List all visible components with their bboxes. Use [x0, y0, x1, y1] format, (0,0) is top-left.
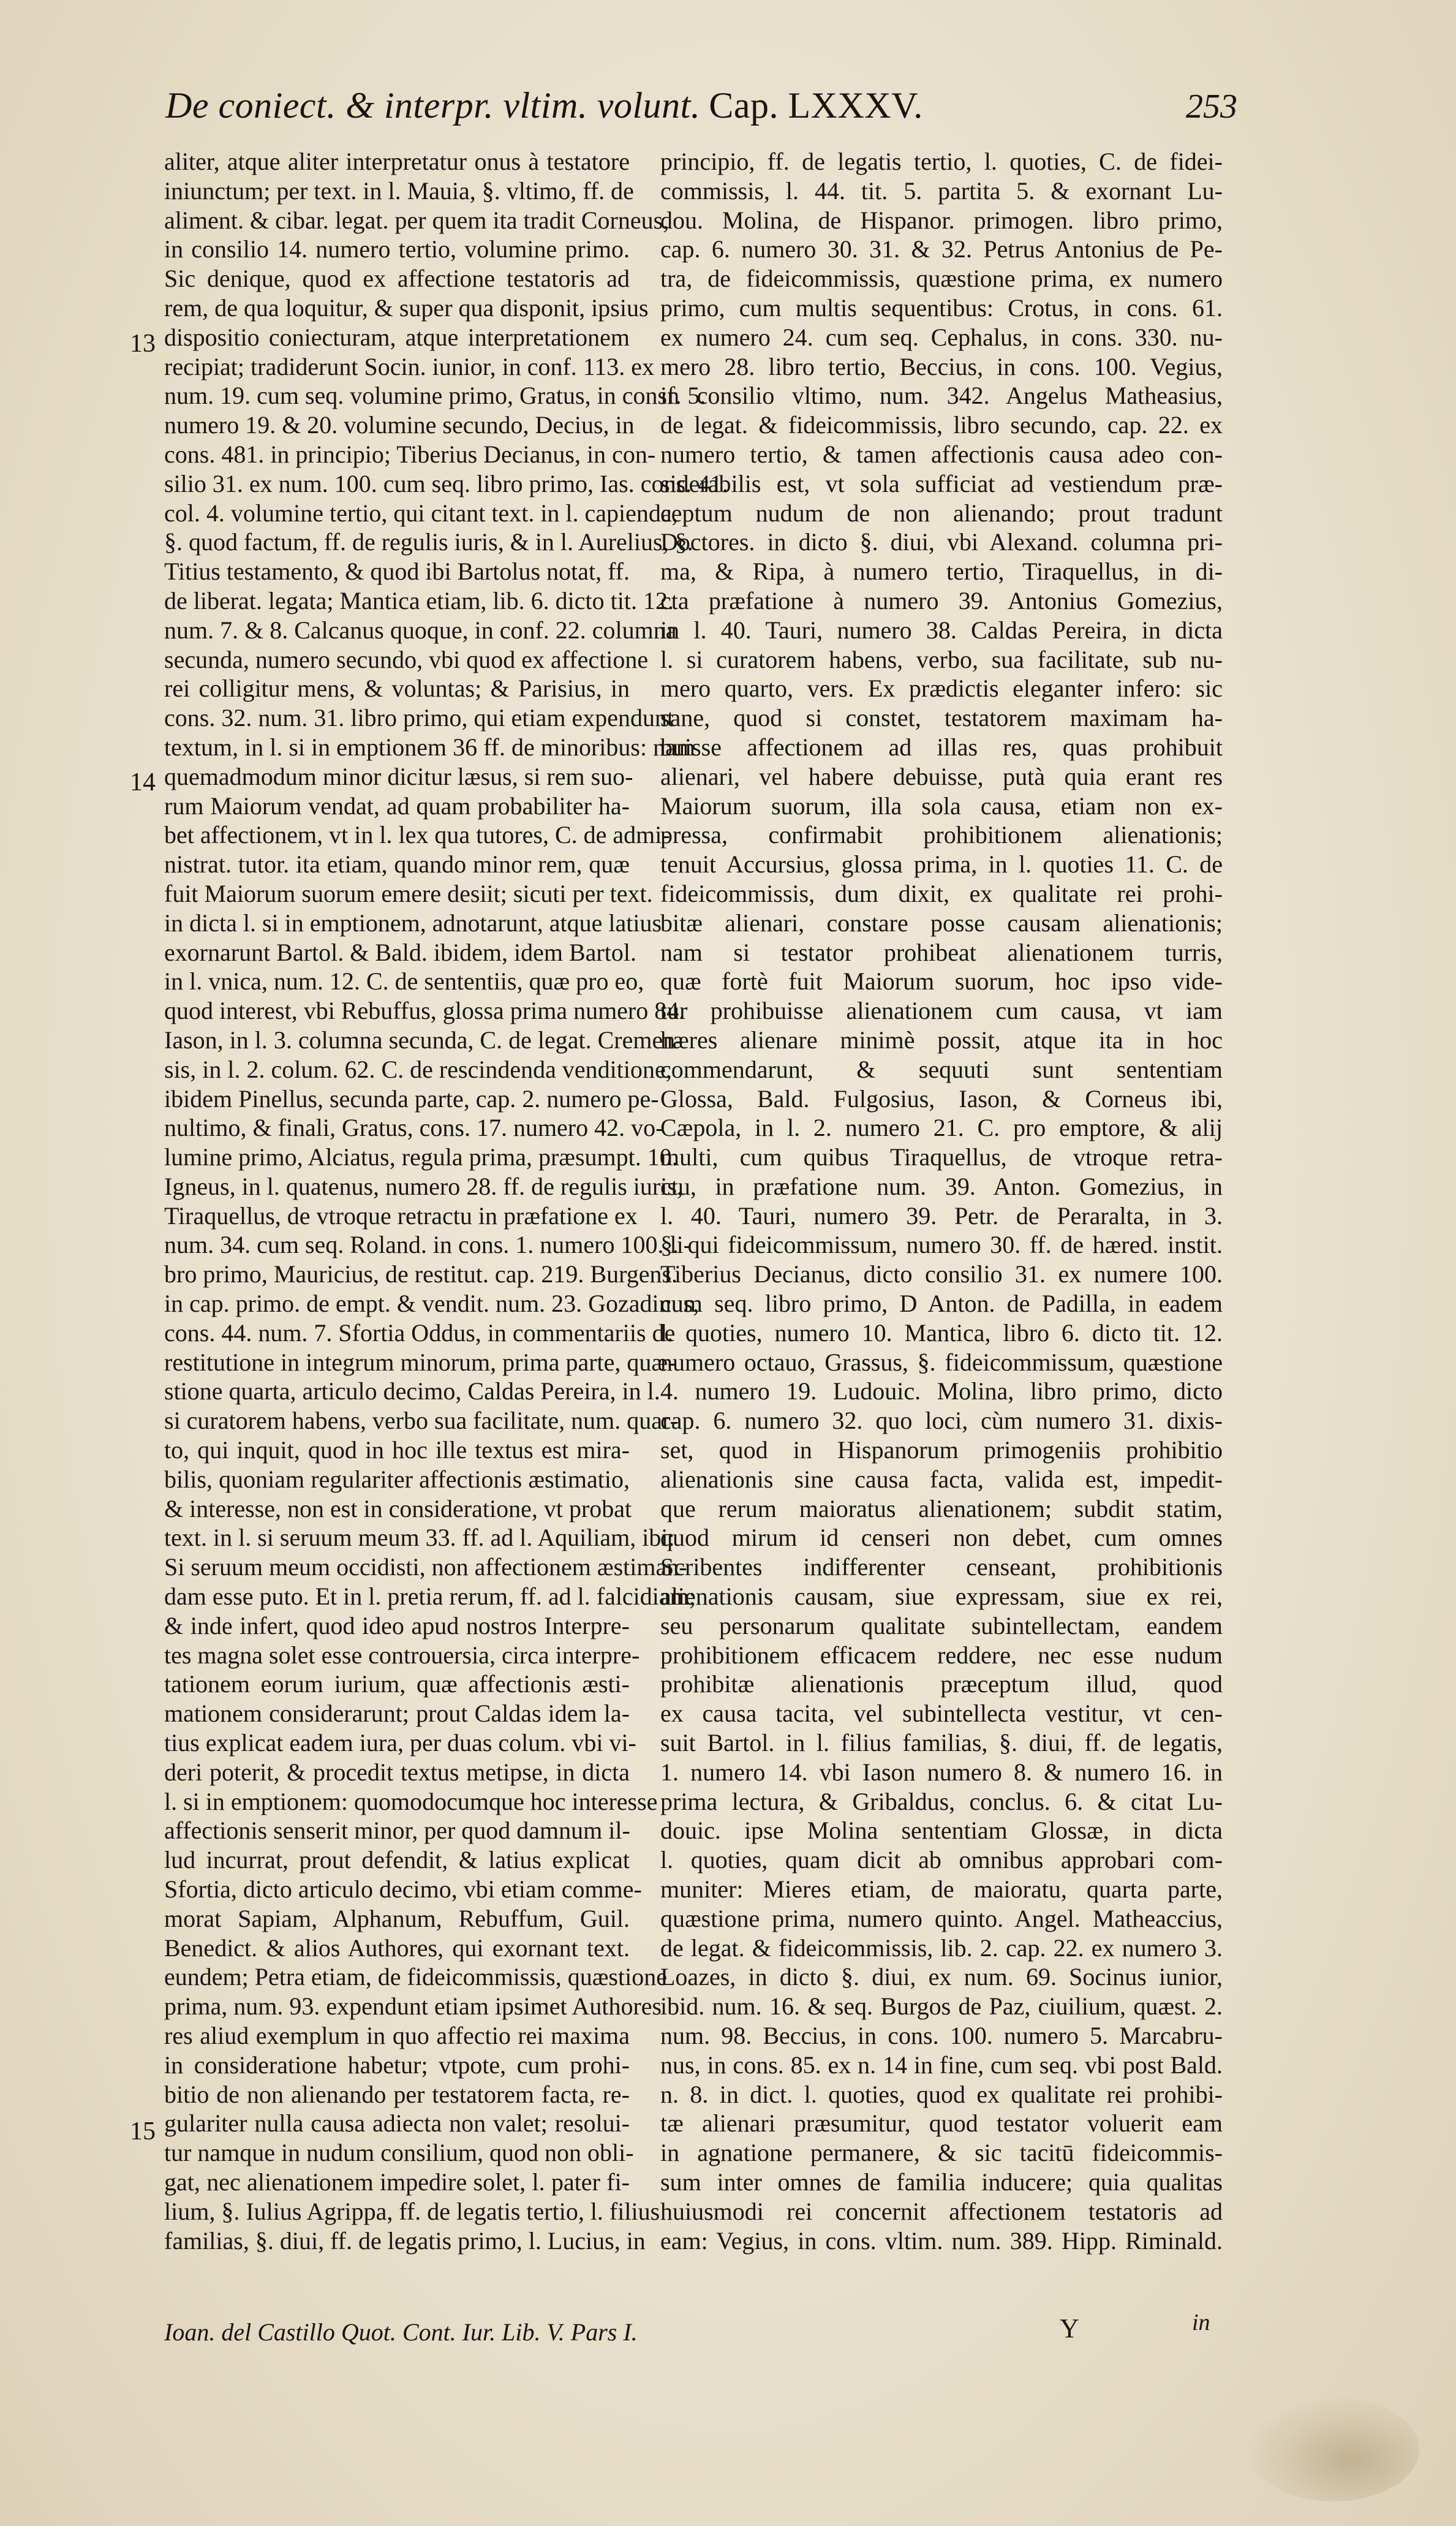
footer-title: Ioan. del Castillo Quot. Cont. Iur. Lib. V. Pars I.: [164, 2318, 638, 2346]
text-line: tur prohibuisse alienationem cum causa, vt iam: [660, 997, 1223, 1025]
text-line: ibidem Pinellus, secunda parte, cap. 2. numero pe-: [164, 1084, 659, 1113]
text-line: in l. 40. Tauri, numero 38. Caldas Pereira, in dicta: [660, 616, 1223, 644]
text-line: lud incurrat, prout defendit, & latius explicat: [164, 1846, 630, 1874]
text-line: tius explicat eadem iura, per duas colum. vbi vi-: [164, 1729, 636, 1757]
text-line: cons. 32. num. 31. libro primo, qui etiam expendunt: [164, 704, 674, 732]
text-line: & inde infert, quod ideo apud nostros Interpre-: [164, 1611, 630, 1639]
text-line: lumine primo, Alciatus, regula prima, præsumpt. 10.: [164, 1143, 678, 1171]
text-line: rum Maiorum vendat, ad quam probabiliter ha-: [164, 792, 630, 820]
text-line: tra, de fideicommissis, quæstione prima, ex numero: [660, 265, 1223, 293]
text-line: tur namque in nudum consilium, quod non obli-: [164, 2139, 634, 2167]
text-line: Tiberius Decianus, dicto consilio 31. ex numere 100.: [660, 1260, 1223, 1288]
text-line: gat, nec alienationem impedire solet, l. pater fi-: [164, 2168, 630, 2196]
text-line: eam: Vegius, in cons. vltim. num. 389. Hipp. Riminald.: [660, 2226, 1223, 2255]
text-line: multi, cum quibus Tiraquellus, de vtroque retra-: [660, 1143, 1223, 1171]
text-line: que rerum maioratus alienationem; subdit statim,: [660, 1494, 1223, 1522]
text-line: nultimo, & finali, Gratus, cons. 17. numero 42. vo-: [164, 1114, 664, 1142]
text-line: restitutione in integrum minorum, prima parte, quæ-: [164, 1348, 676, 1376]
text-line: ex causa tacita, vel subintellecta vestitur, vt cen-: [660, 1700, 1223, 1728]
text-line: in consilio 14. numero tertio, volumine primo.: [164, 235, 630, 263]
text-line: iniunctum; per text. in l. Mauia, §. vltimo, ff. de: [164, 176, 634, 205]
text-line: siderabilis est, vt sola sufficiat ad vestiendum præ-: [660, 469, 1223, 497]
text-line: de legat. & fideicommissis, lib. 2. cap. 22. ex numero 3.: [660, 1934, 1223, 1962]
text-line: cap. 6. numero 30. 31. & 32. Petrus Antonius de Pe-: [660, 235, 1223, 263]
text-line: Titius testamento, & quod ibi Bartolus notat, ff.: [164, 558, 630, 586]
margin-number-15: 15: [130, 2117, 156, 2146]
text-line: cons. 44. num. 7. Sfortia Oddus, in commentariis de: [164, 1318, 676, 1347]
text-line: Doctores. in dicto §. diui, vbi Alexand. columna pri-: [660, 528, 1223, 556]
paper-stain: [1248, 2397, 1419, 2501]
text-line: l. quoties, quam dicit ab omnibus approbari com-: [660, 1846, 1223, 1874]
text-line: in dicta l. si in emptionem, adnotarunt, atque latius: [164, 909, 662, 937]
text-line: morat Sapiam, Alphanum, Rebuffum, Guil.: [164, 1904, 630, 1932]
text-line: commendarunt, & sequuti sunt sententiam: [660, 1055, 1223, 1083]
text-line: stione quarta, articulo decimo, Caldas Pereira, in l.: [164, 1377, 660, 1405]
left-column-text: [164, 147, 729, 2255]
text-line: aliment. & cibar. legat. per quem ita tradit Corneus,: [164, 206, 670, 234]
text-line: textum, in l. si in emptionem 36 ff. de minoribus: nam: [164, 733, 695, 761]
text-line: Loazes, in dicto §. diui, ex num. 69. Socinus iunior,: [660, 1963, 1223, 1991]
text-line: sane, quod si constet, testatorem maximam ha-: [660, 704, 1223, 732]
text-line: si curatorem habens, verbo sua facilitate, num. quar-: [164, 1407, 678, 1435]
text-line: sis, in l. 2. colum. 62. C. de rescindenda venditione,: [164, 1055, 672, 1083]
text-line: dam esse puto. Et in l. pretia rerum, ff. ad l. falcidiam;: [164, 1583, 696, 1611]
text-line: commissis, l. 44. tit. 5. partita 5. & exornant Lu-: [660, 176, 1223, 205]
text-line: eundem; Petra etiam, de fideicommissis, quæstione: [164, 1963, 667, 1991]
text-line: tes magna solet esse controuersia, circa interpre-: [164, 1641, 640, 1669]
text-line: l. si curatorem habens, verbo, sua facilitate, sub nu-: [660, 645, 1223, 673]
text-line: rei colligitur mens, & voluntas; & Parisius, in: [164, 675, 630, 703]
text-line: suit Bartol. in l. filius familias, §. diui, ff. de legatis,: [660, 1729, 1223, 1757]
text-line: §. quod factum, ff. de regulis iuris, & in l. Aurelius, §.: [164, 528, 693, 556]
text-line: Sfortia, dicto articulo decimo, vbi etiam comme-: [164, 1875, 642, 1904]
running-title-text: De coniect. & interpr. vltim. volunt.: [165, 85, 701, 126]
text-line: mationem considerarunt; prout Caldas idem la-: [164, 1700, 630, 1728]
text-line: in l. vnica, num. 12. C. de sententiis, quæ pro eo,: [164, 967, 644, 996]
text-line: quemadmodum minor dicitur læsus, si rem suo-: [164, 762, 633, 790]
text-line: nus, in cons. 85. ex n. 14 in fine, cum seq. vbi post Bald.: [660, 2051, 1223, 2079]
text-line: dispositio coniecturam, atque interpretationem: [164, 323, 630, 351]
text-line: in consilio vltimo, num. 342. Angelus Matheasius,: [660, 382, 1223, 410]
text-line: cap. 6. numero 32. quo loci, cùm numero 31. dixis-: [660, 1407, 1223, 1435]
text-line: numero 19. & 20. volumine secundo, Decius, in: [164, 411, 635, 439]
text-line: in cap. primo. de empt. & vendit. num. 23. Gozadinus,: [164, 1290, 700, 1318]
text-line: familias, §. diui, ff. de legatis primo, l. Lucius, in: [164, 2226, 646, 2255]
text-line: quod interest, vbi Rebuffus, glossa prima numero 84.: [164, 997, 685, 1025]
text-line: Tiraquellus, de vtroque retractu in præfatione ex: [164, 1201, 638, 1230]
text-line: res aliud exemplum in quo affectio rei maxima: [164, 2022, 630, 2049]
text-line: tæ alienari præsumitur, quod testator voluerit eam: [660, 2109, 1223, 2138]
text-line: secunda, numero secundo, vbi quod ex affectione: [164, 645, 649, 673]
text-line: affectionis senserit minor, per quod damnum il-: [164, 1817, 630, 1845]
text-line: cum seq. libro primo, D Anton. de Padilla, in eadem: [660, 1290, 1223, 1318]
text-line: de liberat. legata; Mantica etiam, lib. 6. dicto tit. 12.: [164, 586, 674, 614]
text-line: buisse affectionem ad illas res, quas prohibuit: [660, 733, 1223, 761]
text-line: dou. Molina, de Hispanor. primogen. libro primo,: [660, 206, 1223, 234]
text-line: prima, num. 93. expendunt etiam ipsimet Authores: [164, 1992, 662, 2021]
text-line: l. quoties, numero 10. Mantica, libro 6. dicto tit. 12.: [660, 1318, 1223, 1347]
text-line: Si seruum meum occidisti, non affectionem æstiman-: [164, 1553, 687, 1581]
text-line: 1. numero 14. vbi Iason numero 8. & numero 16. in: [660, 1758, 1223, 1786]
text-line: muniter: Mieres etiam, de maioratu, quarta parte,: [660, 1875, 1223, 1904]
text-line: bilis, quoniam regulariter affectionis æstimatio,: [164, 1465, 630, 1493]
text-line: cta præfatione à numero 39. Antonius Gomezius,: [660, 586, 1223, 614]
text-line: nam si testator prohibeat alienationem turris,: [660, 938, 1223, 966]
text-line: n. 8. in dict. l. quoties, quod ex qualitate rei prohibi-: [660, 2080, 1223, 2108]
text-line: ex numero 24. cum seq. Cephalus, in cons. 330. nu-: [660, 323, 1223, 351]
text-line: to, qui inquit, quod in hoc ille textus est mira-: [164, 1436, 630, 1464]
text-line: ctu, in præfatione num. 39. Anton. Gomezius, in: [660, 1172, 1223, 1200]
text-line: douic. ipse Molina sententiam Glossæ, in dicta: [660, 1817, 1223, 1845]
text-line: in consideratione habetur; vtpote, cum prohi-: [164, 2051, 630, 2079]
text-line: alienationis causam, siue expressam, siue ex rei,: [660, 1583, 1223, 1611]
margin-number-13: 13: [130, 330, 156, 358]
text-line: quæstione prima, numero quinto. Angel. Matheaccius,: [660, 1904, 1223, 1932]
text-line: huiusmodi rei concernit affectionem testatoris ad: [660, 2197, 1223, 2225]
text-line: sum inter omnes de familia inducere; quia qualitas: [660, 2168, 1223, 2196]
text-line: principio, ff. de legatis tertio, l. quoties, C. de fidei-: [660, 148, 1223, 175]
text-line: Maiorum suorum, illa sola causa, etiam non ex-: [660, 792, 1223, 820]
text-line: Benedict. & alios Authores, qui exornant text.: [164, 1934, 630, 1962]
text-line: mero 28. libro tertio, Beccius, in cons. 100. Vegius,: [660, 352, 1223, 380]
text-line: prohibitæ alienationis præceptum illud, quod: [660, 1670, 1223, 1698]
text-line: bro primo, Mauricius, de restitut. cap. 219. Burgens.: [164, 1260, 678, 1288]
catchword: in: [1192, 2310, 1210, 2335]
margin-number-14: 14: [130, 768, 156, 796]
text-line: numero octauo, Grassus, §. fideicommissum, quæstione: [660, 1348, 1223, 1376]
page-number: 253: [1186, 88, 1237, 126]
running-title: [165, 85, 923, 127]
text-line: l. 40. Tauri, numero 39. Petr. de Peraralta, in 3.: [660, 1201, 1223, 1230]
text-line: cons. 481. in principio; Tiberius Decianus, in con-: [164, 440, 656, 468]
text-line: Cæpola, in l. 2. numero 21. C. pro emptore, & alij: [660, 1114, 1223, 1142]
text-line: mero quarto, vers. Ex prædictis eleganter infero: sic: [660, 675, 1223, 703]
text-line: de legat. & fideicommissis, libro secundo, cap. 22. ex: [660, 411, 1223, 439]
text-line: set, quod in Hispanorum primogeniis prohibitio: [660, 1436, 1223, 1464]
text-line: quæ fortè fuit Maiorum suorum, hoc ipso vide-: [660, 967, 1223, 996]
right-column-text: [660, 147, 1223, 2255]
text-line: lium, §. Iulius Agrippa, ff. de legatis tertio, l. filius: [164, 2197, 660, 2225]
text-line: seu personarum qualitate subintellectam, eandem: [660, 1611, 1223, 1639]
text-line: ma, & Ripa, à numero tertio, Tiraquellus, in di-: [660, 558, 1223, 586]
text-line: num. 19. cum seq. volumine primo, Gratus, in consf. 5.: [164, 382, 706, 410]
text-line: primo, cum multis sequentibus: Crotus, in cons. 61.: [660, 293, 1223, 322]
text-line: Scribentes indifferenter censeant, prohibitionis: [660, 1553, 1223, 1581]
text-line: & interesse, non est in consideratione, vt probat: [164, 1494, 632, 1522]
text-line: tationem eorum iurium, quæ affectionis æsti-: [164, 1670, 630, 1698]
text-line: deri poterit, & procedit textus metipse, in dicta: [164, 1758, 630, 1786]
text-line: bitio de non alienando per testatorem facta, re-: [164, 2080, 630, 2108]
text-line: nistrat. tutor. ita etiam, quando minor rem, quæ: [164, 850, 630, 879]
text-line: §. qui fideicommissum, numero 30. ff. de hæred. instit.: [660, 1231, 1223, 1259]
text-line: quod mirum id censeri non debet, cum omnes: [660, 1524, 1223, 1552]
text-line: pressa, confirmabit prohibitionem alienationis;: [660, 821, 1223, 849]
text-line: 4. numero 19. Ludouic. Molina, libro primo, dicto: [660, 1377, 1223, 1405]
text-line: alienari, vel habere debuisse, putà quia erant res: [660, 762, 1223, 790]
text-line: alienationis sine causa facta, valida est, impedit-: [660, 1465, 1223, 1493]
text-line: ibid. num. 16. & seq. Burgos de Paz, ciuilium, quæst. 2.: [660, 1992, 1223, 2021]
text-line: prohibitionem efficacem reddere, nec esse nudum: [660, 1641, 1223, 1669]
running-header: [165, 85, 1237, 152]
text-line: gulariter nulla causa adiecta non valet; resolui-: [164, 2109, 630, 2138]
text-line: hæres alienare minimè possit, atque ita in hoc: [660, 1026, 1223, 1054]
signature-mark: Y: [1060, 2313, 1079, 2343]
text-line: col. 4. volumine tertio, qui citant text. in l. capienda,: [164, 499, 678, 527]
text-line: tenuit Accursius, glossa prima, in l. quoties 11. C. de: [660, 850, 1223, 879]
text-line: Glossa, Bald. Fulgosius, Iason, & Corneus ibi,: [660, 1084, 1223, 1113]
text-line: Sic denique, quod ex affectione testatoris ad: [164, 265, 630, 293]
text-line: bitæ alienari, constare posse causam alienationis;: [660, 909, 1223, 937]
text-line: l. si in emptionem: quomodocumque hoc interesse: [164, 1787, 658, 1815]
text-line: ceptum nudum de non alienando; prout tradunt: [660, 499, 1223, 527]
text-line: recipiat; tradiderunt Socin. iunior, in conf. 113. ex: [164, 352, 655, 380]
text-line: prima lectura, & Gribaldus, conclus. 6. & citat Lu-: [660, 1787, 1223, 1815]
text-line: Iason, in l. 3. columna secunda, C. de legat. Cremen-: [164, 1026, 684, 1054]
text-line: numero tertio, & tamen affectionis causa adeo con-: [660, 440, 1223, 468]
text-line: silio 31. ex num. 100. cum seq. libro primo, Ias. cons. 41.: [164, 469, 729, 497]
text-line: fuit Maiorum suorum emere desiit; sicuti per text.: [164, 879, 653, 907]
text-line: bet affectionem, vt in l. lex qua tutores, C. de admi-: [164, 821, 670, 849]
text-line: Igneus, in l. quatenus, numero 28. ff. de regulis iuris,: [164, 1172, 683, 1200]
text-line: num. 34. cum seq. Roland. in cons. 1. numero 100. li-: [164, 1231, 692, 1259]
text-line: fideicommissis, dum dixit, ex qualitate rei prohi-: [660, 879, 1223, 907]
text-line: exornarunt Bartol. & Bald. ibidem, idem Bartol.: [164, 938, 636, 966]
text-line: aliter, atque aliter interpretatur onus à testatore: [164, 148, 630, 175]
text-line: in agnatione permanere, & sic tacitū fideicommis-: [660, 2139, 1223, 2167]
text-line: rem, de qua loquitur, & super qua disponit, ipsius: [164, 293, 649, 322]
text-line: text. in l. si seruum meum 33. ff. ad l. Aquiliam, ibi:: [164, 1524, 675, 1552]
text-line: num. 98. Beccius, in cons. 100. numero 5. Marcabru-: [660, 2022, 1223, 2049]
chapter-number: Cap. LXXXV.: [709, 85, 923, 126]
text-line: num. 7. & 8. Calcanus quoque, in conf. 22. columna: [164, 616, 677, 644]
